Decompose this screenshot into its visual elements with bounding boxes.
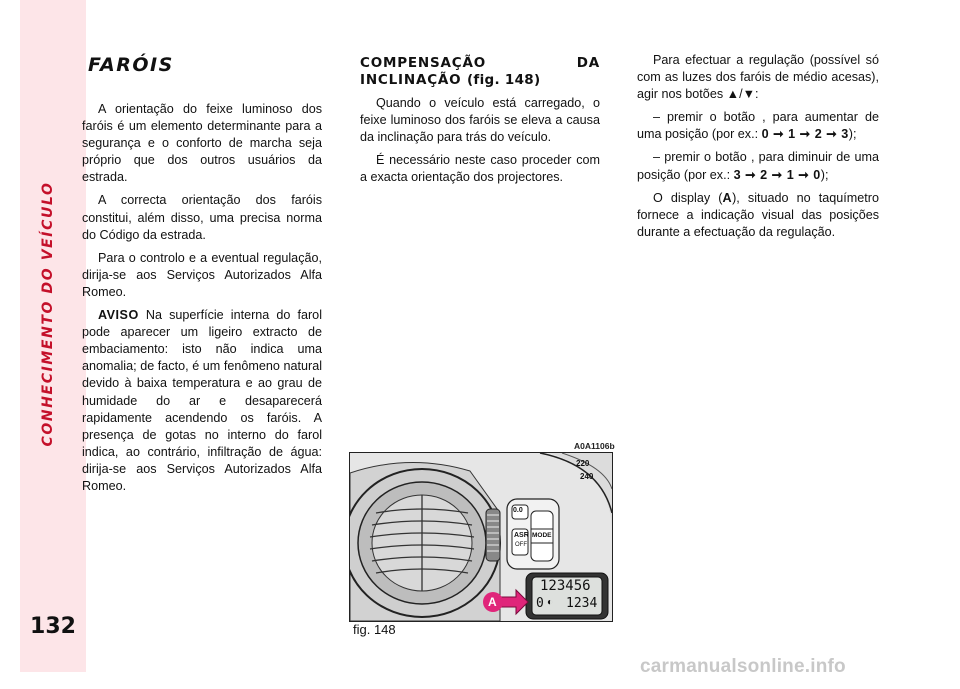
trip-reset-button: 0.0	[513, 507, 523, 514]
right-column	[637, 52, 879, 247]
headlight-icon: ◐	[547, 597, 554, 608]
figure-code: A0A1106b	[574, 441, 615, 451]
paragraph: O display (A), situado no taquímetro fornece a indicação visual das posições durante a efectuação da regulação.	[637, 190, 879, 239]
dashboard-figure	[349, 452, 613, 622]
page-number: 132	[30, 614, 76, 639]
warning-paragraph: AVISO Na superfície interna do farol pode aparecer um ligeiro extracto de embaciamento: isto não indica uma anomalia; de facto, é um fenômeno natural devido à baixa temperatura e ao grau de humidade do ar e desaparecerá rapidamente acendendo os faróis. A presença de gotas no interno do farol indica, ao contrário, infiltração de água: dirija-se aos Serviços Autorizados Alfa Romeo.	[82, 308, 322, 493]
paragraph: Para o controlo e a eventual regulação, dirija-se aos Serviços Autorizados Alfa Romeo.	[82, 250, 322, 299]
section-heading: COMPENSAÇÃO DA INCLINAÇÃO (fig. 148)	[360, 55, 600, 88]
callout-label: A	[488, 595, 497, 609]
paragraph: Para efectuar a regulação (possível só com as luzes dos faróis de médio acesas), agir nos botões ▲/▼:	[637, 53, 879, 102]
paragraph: A orientação do feixe luminoso dos faróis é um elemento determinante para a segurança e o conforto de marcha seja próprio que dos outros usuários da estrada.	[82, 102, 322, 185]
mode-button: MODE	[532, 532, 552, 539]
display-level: 0	[536, 596, 544, 611]
paragraph: É necessário neste caso proceder com a exacta orientação dos projectores.	[360, 153, 600, 185]
display-trip: 1234	[566, 596, 598, 611]
figure-caption: fig. 148	[353, 622, 396, 637]
list-item: – premir o botão , para diminuir de uma posição (por ex.: 3 ➞ 2 ➞ 1 ➞ 0);	[637, 150, 879, 182]
speed-label: 240	[580, 472, 594, 481]
display-odometer: 123456	[540, 578, 591, 594]
watermark: carmanualsonline.info	[640, 656, 846, 677]
middle-column	[360, 55, 600, 192]
speed-label: 220	[576, 459, 590, 468]
asr-button: ASR	[514, 532, 529, 539]
paragraph: A correcta orientação dos faróis constitui, além disso, uma precisa norma do Código da estrada.	[82, 193, 322, 242]
list-item: – premir o botão , para aumentar de uma posição (por ex.: 0 ➞ 1 ➞ 2 ➞ 3);	[637, 110, 879, 142]
paragraph: Quando o veículo está carregado, o feixe luminoso dos faróis se eleva a causa da inclinação para trás do veículo.	[360, 96, 600, 145]
section-title-vertical: CONHECIMENTO DO VEÍCULO	[40, 181, 56, 447]
warning-label: AVISO	[98, 308, 139, 323]
left-column	[82, 101, 322, 501]
asr-off-label: OFF	[515, 542, 527, 548]
page-title: FARÓIS	[88, 54, 174, 76]
